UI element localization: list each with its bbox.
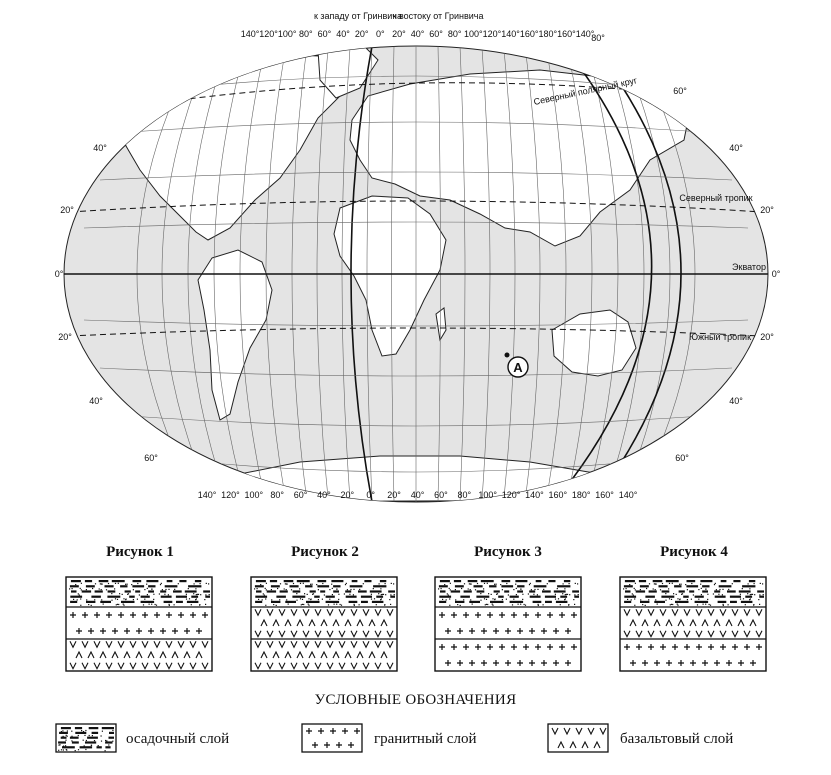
top-lon-label-14: 140° [501,29,520,39]
point-a-dot [505,353,510,358]
fig3-layer-2-granite [435,607,581,639]
top-lon-label-11: 80° [447,29,462,39]
top-lon-label-9: 40° [410,29,425,39]
figure-2-title: Рисунок 2 [291,544,359,560]
bottom-lon-label-5: 40° [317,490,331,500]
top-lon-label-15: 160° [519,29,539,39]
fig1-layer-1-sedimentary [66,577,212,607]
lat-left-label-5: 60° [144,453,158,463]
legend-basalt-symbol [547,723,609,753]
figure-3-title: Рисунок 3 [474,544,542,560]
figure-3-layers [434,576,582,672]
bottom-lon-label-4: 60° [293,490,308,500]
bottom-lon-label-18: 140° [618,490,638,500]
bottom-lon-label-2: 100° [244,490,264,500]
legend-title: УСЛОВНЫЕ ОБОЗНАЧЕНИЯ [314,692,517,708]
top-lon-label-10: 60° [429,29,443,39]
lat-left-label-4: 40° [89,396,103,406]
top-lon-label-18: 140° [575,29,595,39]
tropic-south-label: Южный тропик [688,332,752,342]
bottom-lon-label-13: 120° [501,490,521,500]
lat-right-label-4: 20° [760,332,774,342]
bottom-lon-label-15: 160° [548,490,568,500]
bottom-longitude-labels [198,490,638,500]
top-lon-label-7: 0° [375,29,385,39]
header-west: к западу от Гринвича [313,11,403,21]
bottom-lon-label-9: 40° [410,490,425,500]
fig4-layer-1-sedimentary [620,577,766,607]
fig4-layer-3-granite [620,639,766,671]
top-lon-label-0: 140° [240,29,260,39]
legend-sedimentary-symbol [55,723,117,753]
bottom-lon-label-10: 60° [434,490,448,500]
figure-4-title: Рисунок 4 [660,544,728,560]
lat-right-label-2: 20° [760,205,774,215]
lat-left-label-2: 0° [54,269,64,279]
bottom-lon-label-8: 20° [387,490,401,500]
fig2-layer-2-basalt [251,607,397,639]
lat-left-label-3: 20° [58,332,72,342]
figure-4-layers [619,576,767,672]
lat-right-label-1: 40° [729,143,743,153]
top-lon-label-4: 60° [317,29,332,39]
bottom-lon-label-1: 120° [221,490,240,500]
top-longitude-labels [241,29,595,39]
bottom-lon-label-16: 180° [571,490,591,500]
legend-granite-symbol [301,723,363,753]
top-lon-label-2: 100° [277,29,297,39]
arctic-circle-label: Северный полярный круг [532,75,639,107]
top-lon-label-17: 160° [557,29,576,39]
fig2-layer-3-basalt [251,639,397,671]
top-lon-label-16: 180° [538,29,558,39]
top-lon-label-5: 40° [336,29,350,39]
fig1-layer-3-basalt [66,639,212,671]
legend-sedimentary-pattern [56,724,116,752]
top-lon-label-12: 100° [463,29,483,39]
figure-1-title: Рисунок 1 [106,544,174,560]
bottom-lon-label-17: 160° [595,490,614,500]
bottom-lon-label-0: 140° [197,490,217,500]
lat-right-label-3: 0° [771,269,781,279]
bottom-lon-label-6: 20° [340,490,355,500]
fig3-layer-1-sedimentary [435,577,581,607]
lat-left-label-0: 40° [93,143,107,153]
top-lon-label-6: 20° [354,29,369,39]
header-east: к востоку от Гринвича [392,11,484,21]
top-lon-label-1: 120° [259,29,278,39]
fig3-layer-3-granite [435,639,581,671]
legend-granite-pattern [302,724,362,752]
bottom-lon-label-7: 0° [366,490,376,500]
corner-lat-label: 80° [591,33,605,43]
top-lon-label-8: 20° [392,29,406,39]
legend-granite-label: гранитный слой [374,731,477,747]
figure-2-layers [250,576,398,672]
legend-basalt-label: базальтовый слой [620,731,734,747]
figure-1-layers [65,576,213,672]
point-a-label: A [513,360,523,375]
fig1-layer-2-granite [66,607,212,639]
bottom-lon-label-11: 80° [457,490,472,500]
top-lon-label-3: 80° [298,29,313,39]
top-lon-label-13: 120° [482,29,502,39]
lat-left-label-1: 20° [60,205,74,215]
fig4-layer-2-basalt [620,607,766,639]
lat-right-label-0: 60° [673,86,687,96]
bottom-lon-label-12: 100° [478,490,498,500]
fig2-layer-1-sedimentary [251,577,397,607]
legend-basalt-pattern [548,724,608,752]
lat-right-label-6: 60° [675,453,689,463]
bottom-lon-label-14: 140° [525,490,544,500]
tropic-north-label: Северный тропик [679,193,753,203]
bottom-lon-label-3: 80° [270,490,285,500]
legend-sedimentary-label: осадочный слой [126,731,230,747]
equator-label: Экватор [732,262,766,272]
lat-right-label-5: 40° [729,396,743,406]
